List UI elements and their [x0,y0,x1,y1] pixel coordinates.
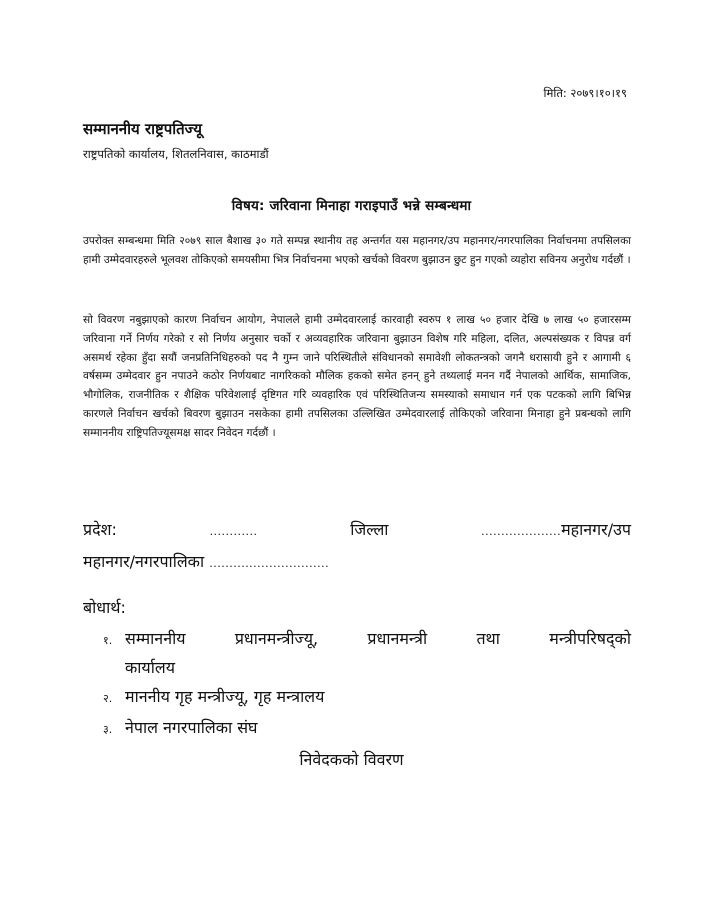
cc-item-word: सम्माननीय [125,629,186,648]
province-label: प्रदेश: [83,520,117,539]
cc-item-number: १. [103,634,113,647]
cc-item [103,682,631,713]
cc-item-number: २. [103,692,113,705]
cc-item-text: नेपाल नगरपालिका संघ [125,718,258,737]
district-label: जिल्ला [350,520,389,539]
cc-item-word: प्रधानमन्त्री [367,629,428,648]
letter-date: मिति: २०७९।१०।१९ [543,86,627,100]
cc-item-text: माननीय गृह मन्त्रीज्यू, गृह मन्त्रालय [125,687,325,706]
addressee: सम्माननीय राष्ट्रपतिज्यू [83,120,202,138]
body-paragraph-1: उपरोक्त सम्बन्धमा मिति २०७९ साल बैशाख ३० गते सम्पन्न स्थानीय तह अन्तर्गत यस महानगर/उप महानगर/नगरपालिका निर्वाचनमा तपसिलका हामी उम्मेदवारहरुले भूलवश तोकिएको समयसीमा भित्र निर्वाचनमा भएको खर्चको विवरण बुझाउन छुट हुन गएको व्यहोरा सविनय अनुरोध गर्दछौं । [83,235,631,266]
location-fill-row [83,518,631,540]
cc-label: बोधार्थ: [83,598,126,617]
letter-subject: विषय: जरिवाना मिनाहा गराइपाउँ भन्ने सम्बन्धमा [231,198,472,214]
municipality-label-line2: महानगर/नगरपालिका [83,552,205,571]
applicant-details-heading: निवेदकको विवरण [299,750,404,769]
cc-item [103,713,631,744]
cc-item [103,624,631,682]
district-blank: .................... [481,525,562,538]
addressee-address: राष्ट्रपतिको कार्यालय, शितलनिवास, काठमाडौं [83,147,269,161]
municipality-label-line1: महानगर/उप [561,520,631,539]
body-paragraph-2: सो विवरण नबुझाएको कारण निर्वाचन आयोग, नेपालले हामी उम्मेदवारलाई कारवाही स्वरुप १ लाख ५० हजार देखि ७ लाख ५० हजारसम्म जरिवाना गर्ने निर्णय गरेको र सो निर्णय अनुसार चर्को र अव्यवहारिक जरिवाना बुझाउन विशेष गरि महिला, दलित, अल्पसंख्यक र विपन्न वर्ग असमर्थ रहेका हुँदा सयौं जनप्रतिनिधिहरुको पद नै गुम्न जाने परिस्थितीले संविधानको समावेशी लोकतन्त्रको जगनै धरासायी हुने र आगामी ६ वर्षसम्म उम्मेदवार हुन नपाउने कठोर निर्णयबाट नागरिकको मौलिक हकको समेत हनन् हुने तथ्यलाई मनन गर्दै नेपालको आर्थिक, सामाजिक, भौगोलिक, राजनीतिक र शैक्षिक परिवेशलाई दृष्टिगत गरि व्यवहारिक एवं परिस्थितिजन्य समस्याको समाधान गर्न एक पटकको लागि बिभिन्न कारणले निर्वाचन खर्चको बिवरण बुझाउन नसकेका हामी तपसिलका उल्लिखित उम्मेदवारलाई तोकिएको जरिवाना मिनाहा हुने प्रबन्धको लागि सम्माननीय राष्ट्रिपतिज्यूसमक्ष सादर निवेदन गर्दछौं । [83,314,631,439]
cc-item-word: तथा [476,629,500,648]
cc-item-text-line2: कार्यालय [125,658,175,677]
cc-list [103,624,631,744]
cc-item-number: ३. [103,723,113,736]
province-blank: ............ [209,525,258,538]
cc-item-word: प्रधानमन्त्रीज्यू, [234,629,319,648]
municipality-fill-row [83,550,329,572]
cc-item-word: मन्त्रीपरिषद्को [549,629,631,648]
municipality-blank: .............................. [209,557,330,570]
